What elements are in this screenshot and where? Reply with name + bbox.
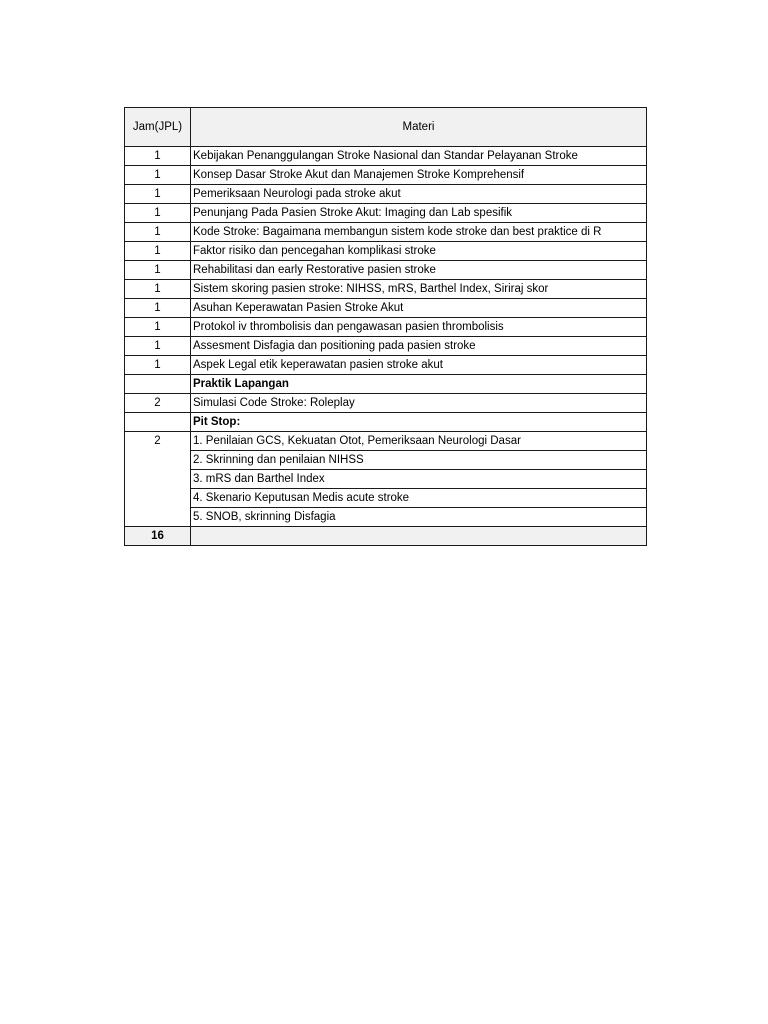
materi-cell: Kebijakan Penanggulangan Stroke Nasional dan Standar Pelayanan Stroke [191,147,647,166]
jam-cell: 1 [125,166,191,185]
empty-jam-cell [125,413,191,432]
materi-cell: Faktor risiko dan pencegahan komplikasi stroke [191,242,647,261]
materi-cell: Pemeriksaan Neurologi pada stroke akut [191,185,647,204]
materi-cell: Simulasi Code Stroke: Roleplay [191,394,647,413]
table-row [125,242,647,261]
pitstop-row [125,432,647,451]
materi-cell: Rehabilitasi dan early Restorative pasien stroke [191,261,647,280]
table-row [125,337,647,356]
jam-cell: 1 [125,356,191,375]
pitstop-item: 5. SNOB, skrinning Disfagia [191,508,647,527]
pitstop-row [125,451,647,470]
pitstop-heading-row [125,413,647,432]
pitstop-item: 1. Penilaian GCS, Kekuatan Otot, Pemeriksaan Neurologi Dasar [191,432,647,451]
materi-cell: Penunjang Pada Pasien Stroke Akut: Imaging dan Lab spesifik [191,204,647,223]
table-row [125,280,647,299]
jam-cell: 2 [125,394,191,413]
materi-cell: Assesment Disfagia dan positioning pada pasien stroke [191,337,647,356]
pitstop-jam-cell: 2 [125,432,191,527]
materi-cell: Aspek Legal etik keperawatan pasien stroke akut [191,356,647,375]
materi-cell: Kode Stroke: Bagaimana membangun sistem kode stroke dan best praktice di R [191,223,647,242]
jam-cell: 1 [125,280,191,299]
header-jam: Jam(JPL) [125,108,191,147]
jam-cell: 1 [125,299,191,318]
table-row [125,318,647,337]
total-empty-cell [191,527,647,546]
jam-cell: 1 [125,261,191,280]
pitstop-row [125,508,647,527]
curriculum-table [124,107,647,546]
header-materi: Materi [191,108,647,147]
pitstop-heading: Pit Stop: [191,413,647,432]
table-row [125,223,647,242]
materi-cell: Konsep Dasar Stroke Akut dan Manajemen Stroke Komprehensif [191,166,647,185]
materi-cell: Sistem skoring pasien stroke: NIHSS, mRS, Barthel Index, Siriraj skor [191,280,647,299]
pitstop-row [125,489,647,508]
materi-cell: Asuhan Keperawatan Pasien Stroke Akut [191,299,647,318]
jam-cell: 1 [125,318,191,337]
empty-jam-cell [125,375,191,394]
praktik-heading-row [125,375,647,394]
praktik-heading: Praktik Lapangan [191,375,647,394]
pitstop-item: 2. Skrinning dan penilaian NIHSS [191,451,647,470]
header-row [125,108,647,147]
table-row [125,147,647,166]
jam-cell: 1 [125,223,191,242]
jam-cell: 1 [125,337,191,356]
table-row [125,261,647,280]
jam-cell: 1 [125,242,191,261]
table-row [125,356,647,375]
jam-cell: 1 [125,204,191,223]
table-row [125,166,647,185]
table-row [125,204,647,223]
materi-cell: Protokol iv thrombolisis dan pengawasan pasien thrombolisis [191,318,647,337]
jam-cell: 1 [125,185,191,204]
pitstop-item: 3. mRS dan Barthel Index [191,470,647,489]
pitstop-item: 4. Skenario Keputusan Medis acute stroke [191,489,647,508]
praktik-row [125,394,647,413]
jam-cell: 1 [125,147,191,166]
total-row [125,527,647,546]
table-row [125,299,647,318]
pitstop-row [125,470,647,489]
table-row [125,185,647,204]
total-jam-cell: 16 [125,527,191,546]
